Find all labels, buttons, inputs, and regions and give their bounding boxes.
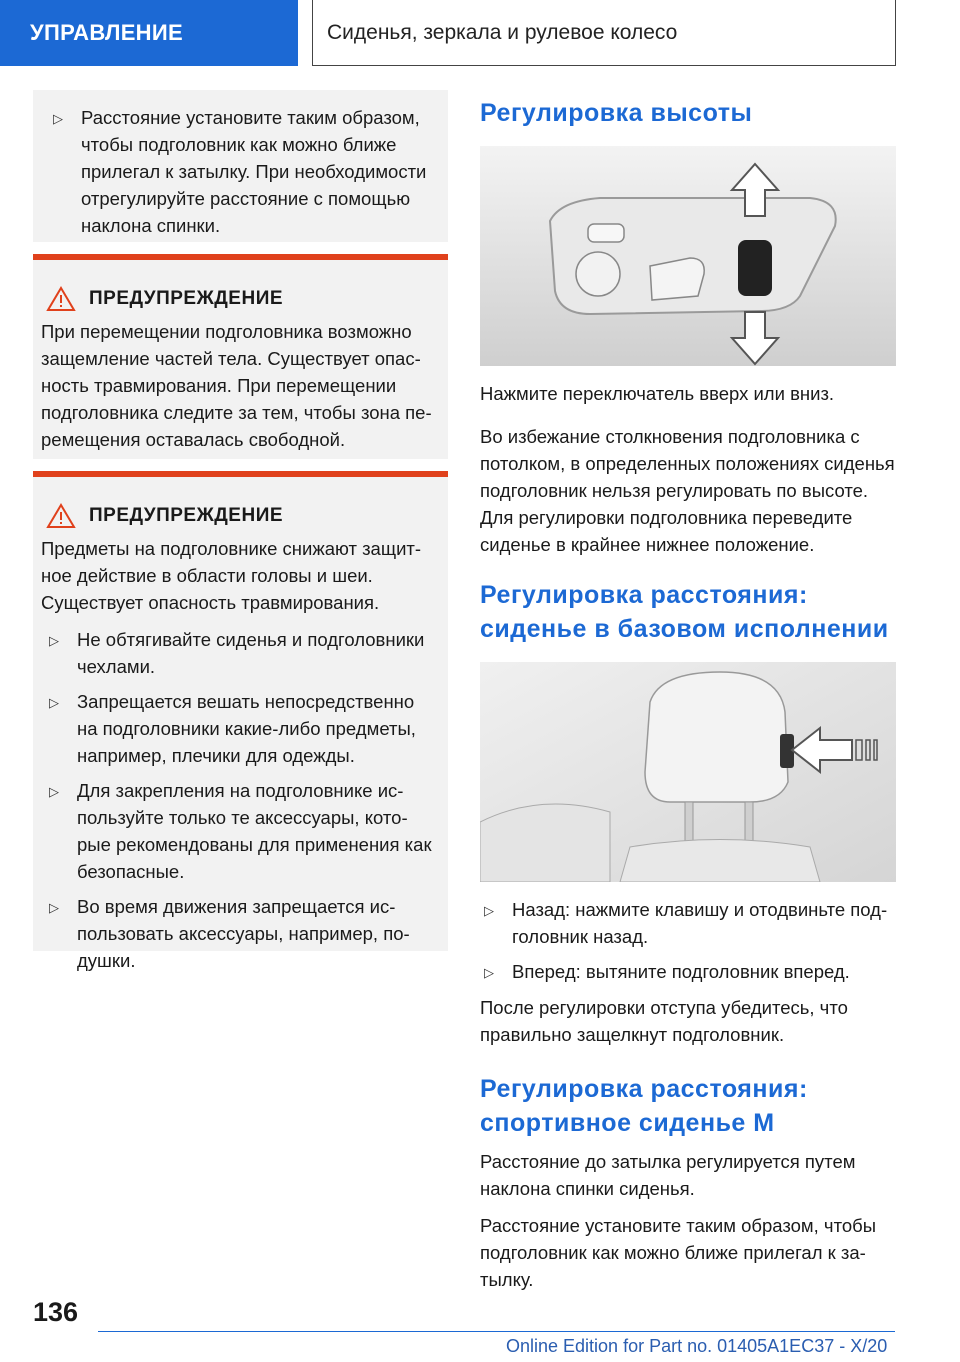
section-tab[interactable]: УПРАВЛЕНИЕ bbox=[0, 0, 298, 66]
intro-note bbox=[33, 90, 448, 242]
heading-distance-basic: Регулировка расстояния: сиденье в базовом исполнении bbox=[480, 581, 889, 643]
list-item: ▷ Назад: нажмите клавишу и отодвиньте подголовник назад. bbox=[480, 896, 896, 950]
bullet-triangle-icon: ▷ bbox=[484, 903, 494, 918]
list-item: ▷ Во время движения запрещается использовать аксессуары, например, подушки. bbox=[45, 893, 432, 974]
bullet-triangle-icon: ▷ bbox=[49, 900, 59, 915]
paragraph: Расстояние установите таким образом, чтобы подголовник как можно ближе прилегал к затылку. bbox=[480, 1215, 877, 1290]
warning-text: При перемещении подголовника возможно защемление частей тела. Существует опасность травмирования. При перемещении подголовника следите за тем, чтобы зона перемещения оставалась свободной. bbox=[41, 321, 432, 450]
seat-switch-illustration bbox=[480, 146, 896, 366]
bullet-triangle-icon: ▷ bbox=[49, 695, 59, 710]
footer-edition[interactable]: Online Edition for Part no. 01405A1EC37 - X/20 bbox=[506, 1336, 888, 1356]
list-item: ▷ Вперед: вытяните подголовник вперед. bbox=[480, 958, 896, 986]
list-item: ▷ Запрещается вешать непосредственно на подголовники какие-либо предметы, например, плечики для одежды. bbox=[45, 688, 432, 769]
warning-box-accessories bbox=[33, 471, 448, 971]
page-number: 136 bbox=[33, 1297, 79, 1327]
list-item: ▷ Расстояние установите таким образом, чтобы подголовник как можно ближе прилегал к затылку. При необходимости отрегулируйте расстояние с помощью наклона спинки. bbox=[49, 104, 432, 239]
paragraph: Нажмите переключатель вверх или вниз. bbox=[480, 383, 835, 404]
paragraph: Расстояние до затылка регулируется путем наклона спинки сиденья. bbox=[480, 1151, 856, 1199]
distance-basic-list bbox=[480, 896, 896, 986]
list-item: ▷ Для закрепления на подголовнике используйте только те аксессуары, которые рекомендованы для применения как безопасные. bbox=[45, 777, 432, 885]
headrest-illustration bbox=[480, 662, 896, 882]
heading-height-adjust: Регулировка высоты bbox=[480, 99, 753, 127]
heading-distance-sport: Регулировка расстояния: спортивное сиденье M bbox=[480, 1075, 808, 1137]
topic-title: Сиденья, зеркала и рулевое колесо bbox=[312, 0, 896, 66]
figure-headrest-button bbox=[480, 662, 896, 882]
warning-title: ПРЕДУПРЕЖДЕНИЕ bbox=[89, 288, 284, 309]
bullet-triangle-icon: ▷ bbox=[49, 784, 59, 799]
paragraph: Во избежание столкновения подголовника с потолком, в определенных положениях сиденья подголовник нельзя регулировать по высоте. Для регулировки подголовника переведите сиденье в крайнее нижнее положение. bbox=[480, 426, 895, 555]
warning-box-pinch bbox=[33, 254, 448, 459]
footer-divider bbox=[98, 1331, 895, 1332]
bullet-triangle-icon: ▷ bbox=[484, 965, 494, 980]
warning-title: ПРЕДУПРЕЖДЕНИЕ bbox=[89, 505, 284, 526]
bullet-triangle-icon: ▷ bbox=[49, 633, 59, 648]
warning-list bbox=[41, 626, 432, 974]
bullet-triangle-icon: ▷ bbox=[53, 111, 63, 126]
figure-height-switch bbox=[480, 146, 896, 366]
warning-text: Предметы на подголовнике снижают защитное действие в области головы и шеи. Существует опасность травмирования. bbox=[41, 538, 422, 613]
paragraph: После регулировки отступа убедитесь, что правильно защелкнут подголовник. bbox=[480, 997, 848, 1045]
left-column bbox=[33, 90, 448, 971]
warning-triangle-icon bbox=[41, 286, 81, 312]
list-item: ▷ Не обтягивайте сиденья и подголовники чехлами. bbox=[45, 626, 432, 680]
right-column bbox=[480, 96, 896, 1293]
warning-triangle-icon bbox=[41, 503, 81, 529]
